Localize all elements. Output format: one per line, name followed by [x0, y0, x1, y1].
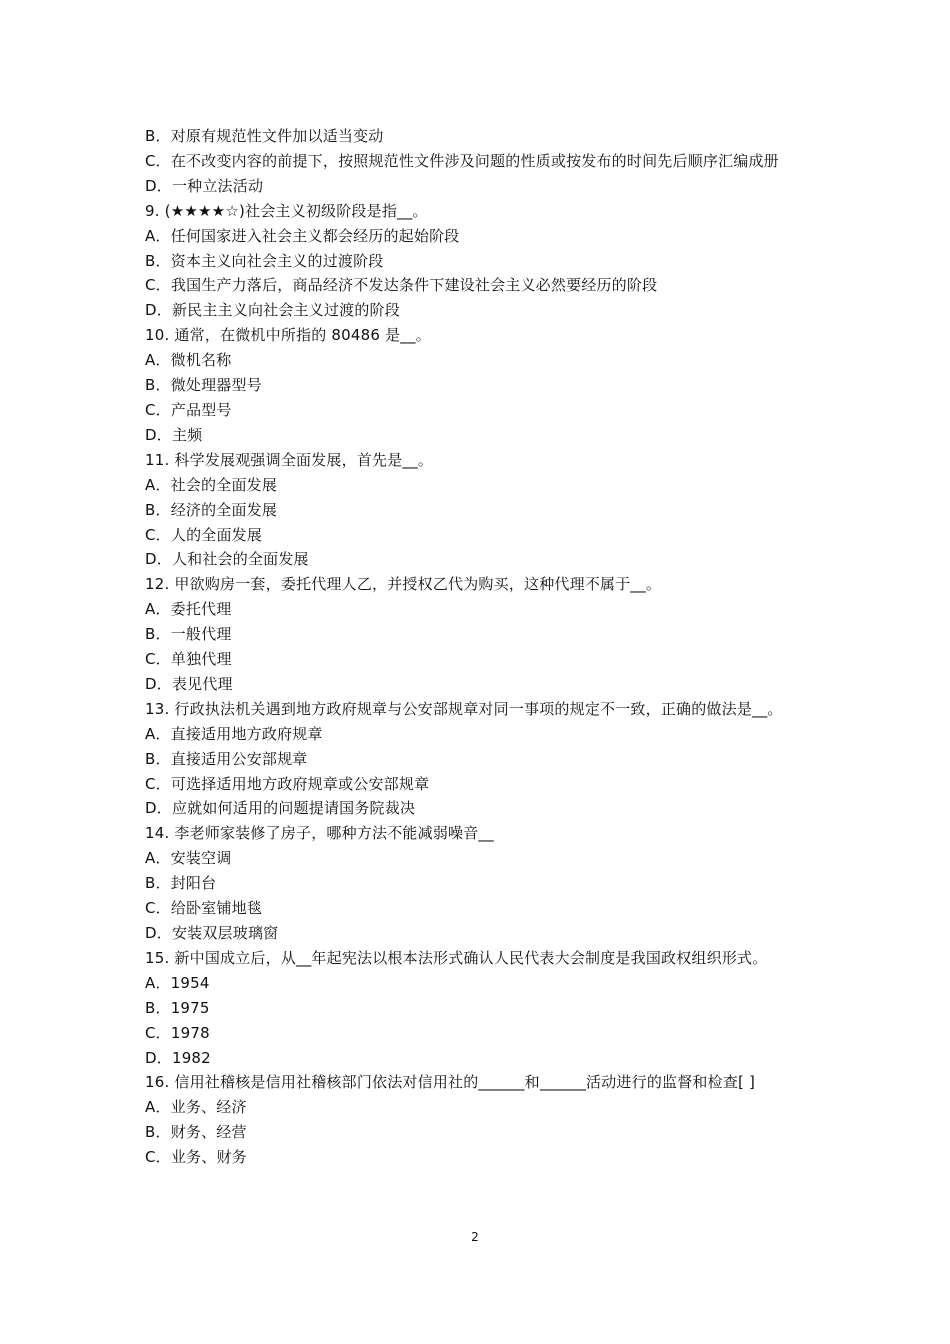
option-line: D．主频	[145, 425, 203, 444]
option-line: C．在不改变内容的前提下，按照规范性文件涉及问题的性质或按发布的时间先后顺序汇编成册	[145, 151, 779, 170]
option-line: A．委托代理	[145, 600, 232, 619]
option-line: D．应就如何适用的问题提请国务院裁决	[145, 799, 416, 818]
option-line: D．一种立法活动	[145, 176, 264, 195]
question-line: 13. 行政执法机关遇到地方政府规章与公安部规章对同一事项的规定不一致，正确的做法是__。	[145, 699, 783, 718]
option-line: C．人的全面发展	[145, 525, 263, 544]
page-number: 2	[471, 1230, 479, 1244]
option-line: B．对原有规范性文件加以适当变动	[145, 127, 384, 145]
question-line: 10. 通常，在微机中所指的 80486 是__。	[145, 326, 431, 345]
option-line: D．安装双层玻璃窗	[145, 924, 279, 942]
option-line: D．新民主主义向社会主义过渡的阶段	[145, 301, 400, 320]
document-body	[145, 124, 813, 1170]
question-line: 9. (★★★★☆)社会主义初级阶段是指__。	[145, 201, 428, 220]
question-line: 14. 李老师家装修了房子，哪种方法不能减弱噪音__	[145, 824, 494, 843]
option-line: A．任何国家进入社会主义都会经历的起始阶段	[145, 226, 460, 245]
option-line: B．封阳台	[145, 874, 217, 893]
option-line: A．社会的全面发展	[145, 475, 278, 494]
option-line: C．1978	[145, 1023, 210, 1042]
option-line: C．我国生产力落后，商品经济不发达条件下建设社会主义必然要经历的阶段	[145, 276, 658, 295]
option-line: C．可选择适用地方政府规章或公安部规章	[145, 774, 430, 793]
option-line: D．1982	[145, 1048, 211, 1067]
option-line: B．1975	[145, 998, 210, 1017]
question-line: 11. 科学发展观强调全面发展，首先是__。	[145, 450, 434, 469]
option-line: A．安装空调	[145, 849, 232, 868]
option-line: C．单独代理	[145, 650, 232, 669]
option-line: B．直接适用公安部规章	[145, 749, 308, 768]
option-line: A．微机名称	[145, 351, 232, 370]
question-line: 12. 甲欲购房一套，委托代理人乙，并授权乙代为购买，这种代理不属于__。	[145, 575, 662, 594]
option-line: A．直接适用地方政府规章	[145, 724, 323, 743]
option-line: B．财务、经营	[145, 1123, 247, 1142]
question-line: 15. 新中国成立后，从__年起宪法以根本法形式确认人民代表大会制度是我国政权组织形式。	[145, 948, 768, 967]
question-line: 16. 信用社稽核是信用社稽核部门依法对信用社的______和______活动进行的监督和检查[ ]	[145, 1073, 756, 1092]
option-line: B．微处理器型号	[145, 376, 262, 395]
option-line: D．人和社会的全面发展	[145, 550, 309, 569]
option-line: B．一般代理	[145, 625, 232, 644]
option-line: C．产品型号	[145, 400, 232, 419]
option-line: A．业务、经济	[145, 1098, 247, 1117]
option-line: C．给卧室铺地毯	[145, 899, 263, 918]
option-line: D．表见代理	[145, 674, 233, 693]
option-line: B．资本主义向社会主义的过渡阶段	[145, 251, 384, 270]
option-line: A．1954	[145, 973, 210, 992]
option-line: B．经济的全面发展	[145, 500, 278, 519]
option-line: C．业务、财务	[145, 1148, 247, 1167]
